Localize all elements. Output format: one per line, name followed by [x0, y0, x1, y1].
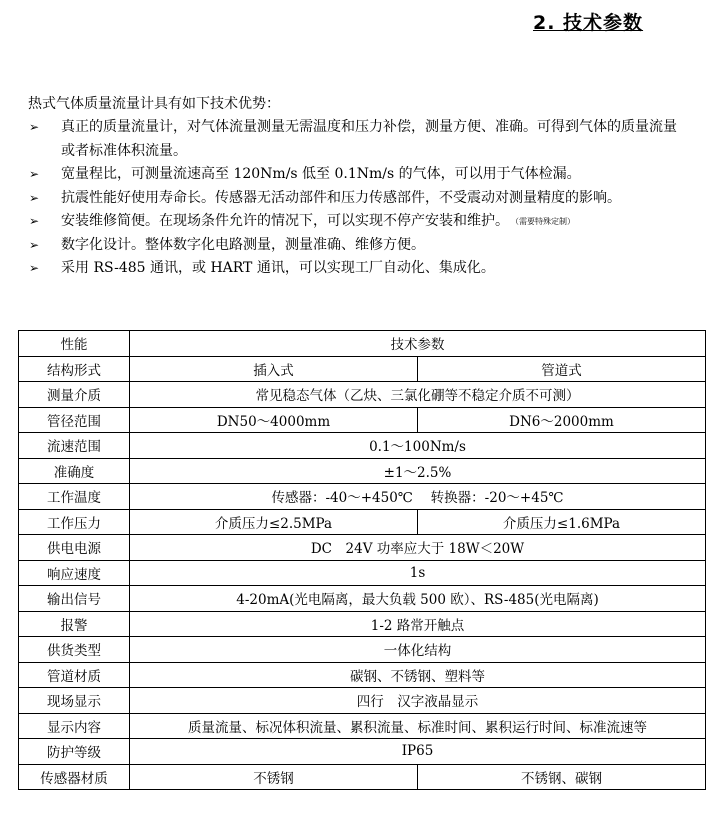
row-label: 供电电源 [19, 535, 130, 561]
row-value: 传感器：-40～+450℃ 转换器：-20～+45℃ [130, 484, 706, 510]
arrow-bullet-icon: ➢ [29, 167, 40, 181]
list-item [28, 234, 678, 258]
row-label: 防护等级 [19, 739, 130, 765]
table-row [19, 713, 706, 739]
table-row [19, 637, 706, 663]
arrow-bullet-icon: ➢ [29, 190, 40, 205]
row-left-value: 插入式 [130, 356, 418, 382]
arrow-bullet-icon: ➢ [29, 120, 40, 134]
row-right-value: DN6～2000mm [418, 407, 706, 433]
table-row [19, 509, 706, 535]
table-row [19, 382, 706, 408]
row-label: 现场显示 [19, 688, 130, 714]
row-label: 输出信号 [19, 586, 130, 612]
bullet-text: 真正的质量流量计，对气体流量测量无需温度和压力补偿，测量方便、准确。可得到气体的质量流量或者标准体积流量。 [61, 119, 677, 159]
spec-table [18, 330, 706, 790]
row-label: 传感器材质 [19, 764, 130, 790]
table-row [19, 662, 706, 688]
list-item [28, 116, 678, 163]
row-left-value: DN50～4000mm [130, 407, 418, 433]
table-row [19, 484, 706, 510]
row-value: 1s [130, 560, 706, 586]
arrow-bullet-icon: ➢ [29, 214, 40, 228]
table-row [19, 586, 706, 612]
table-row [19, 611, 706, 637]
table-row [19, 560, 706, 586]
row-left-value: 介质压力≤2.5MPa [130, 509, 418, 535]
bullet-text: 数字化设计。整体数字化电路测量，测量准确、维修方便。 [61, 236, 425, 253]
row-label: 准确度 [19, 458, 130, 484]
row-right-value: 不锈钢、碳钢 [418, 764, 706, 790]
row-label: 供货类型 [19, 637, 130, 663]
row-label: 报警 [19, 611, 130, 637]
table-row [19, 407, 706, 433]
table-row [19, 433, 706, 459]
bullet-note: （需要特殊定制） [515, 217, 575, 226]
row-value: 常见稳态气体（乙炔、三氯化硼等不稳定介质不可测） [130, 382, 706, 408]
table-row [19, 458, 706, 484]
list-item [28, 257, 678, 281]
bullet-text: 安装维修简便。在现场条件允许的情况下，可以实现不停产安装和维护。 [61, 213, 509, 229]
arrow-bullet-icon: ➢ [29, 261, 40, 275]
arrow-bullet-icon: ➢ [29, 237, 40, 252]
row-value: ±1～2.5% [130, 458, 706, 484]
bullet-text: 抗震性能好使用寿命长。传感器无活动部件和压力传感部件，不受震动对测量精度的影响。 [61, 189, 621, 206]
row-label: 测量介质 [19, 382, 130, 408]
header-label: 性能 [19, 331, 130, 357]
row-label: 显示内容 [19, 713, 130, 739]
list-item [28, 210, 678, 234]
intro-text: 热式气体质量流量计具有如下技术优势： [28, 96, 280, 112]
row-value: 碳钢、不锈钢、塑料等 [130, 662, 706, 688]
row-right-value: 管道式 [418, 356, 706, 382]
row-label: 响应速度 [19, 560, 130, 586]
row-value: IP65 [130, 739, 706, 765]
table-header-row [19, 331, 706, 357]
row-label: 管径范围 [19, 407, 130, 433]
header-value: 技术参数 [130, 331, 706, 357]
bullet-text: 宽量程比，可测量流速高至 120Nm/s 低至 0.1Nm/s 的气体，可以用于气体检漏。 [61, 166, 581, 182]
row-label: 流速范围 [19, 433, 130, 459]
advantages-list [28, 116, 678, 281]
table-row [19, 356, 706, 382]
row-right-value: 介质压力≤1.6MPa [418, 509, 706, 535]
row-label: 管道材质 [19, 662, 130, 688]
row-value: 一体化结构 [130, 637, 706, 663]
row-value: 质量流量、标况体积流量、累积流量、标准时间、累积运行时间、标准流速等 [130, 713, 706, 739]
bullet-text: 采用 RS-485 通讯，或 HART 通讯，可以实现工厂自动化、集成化。 [61, 260, 495, 276]
row-label: 工作温度 [19, 484, 130, 510]
list-item [28, 187, 678, 211]
section-title: 2. 技术参数 [533, 12, 644, 34]
table-row [19, 688, 706, 714]
row-label: 工作压力 [19, 509, 130, 535]
table-row [19, 535, 706, 561]
row-value: 四行 汉字液晶显示 [130, 688, 706, 714]
list-item [28, 163, 678, 187]
row-left-value: 不锈钢 [130, 764, 418, 790]
row-value: 4-20mA(光电隔离，最大负载 500 欧）、RS-485(光电隔离) [130, 586, 706, 612]
row-value: 0.1～100Nm/s [130, 433, 706, 459]
table-row [19, 764, 706, 790]
table-row [19, 739, 706, 765]
row-value: DC 24V 功率应大于 18W＜20W [130, 535, 706, 561]
row-value: 1-2 路常开触点 [130, 611, 706, 637]
row-label: 结构形式 [19, 356, 130, 382]
